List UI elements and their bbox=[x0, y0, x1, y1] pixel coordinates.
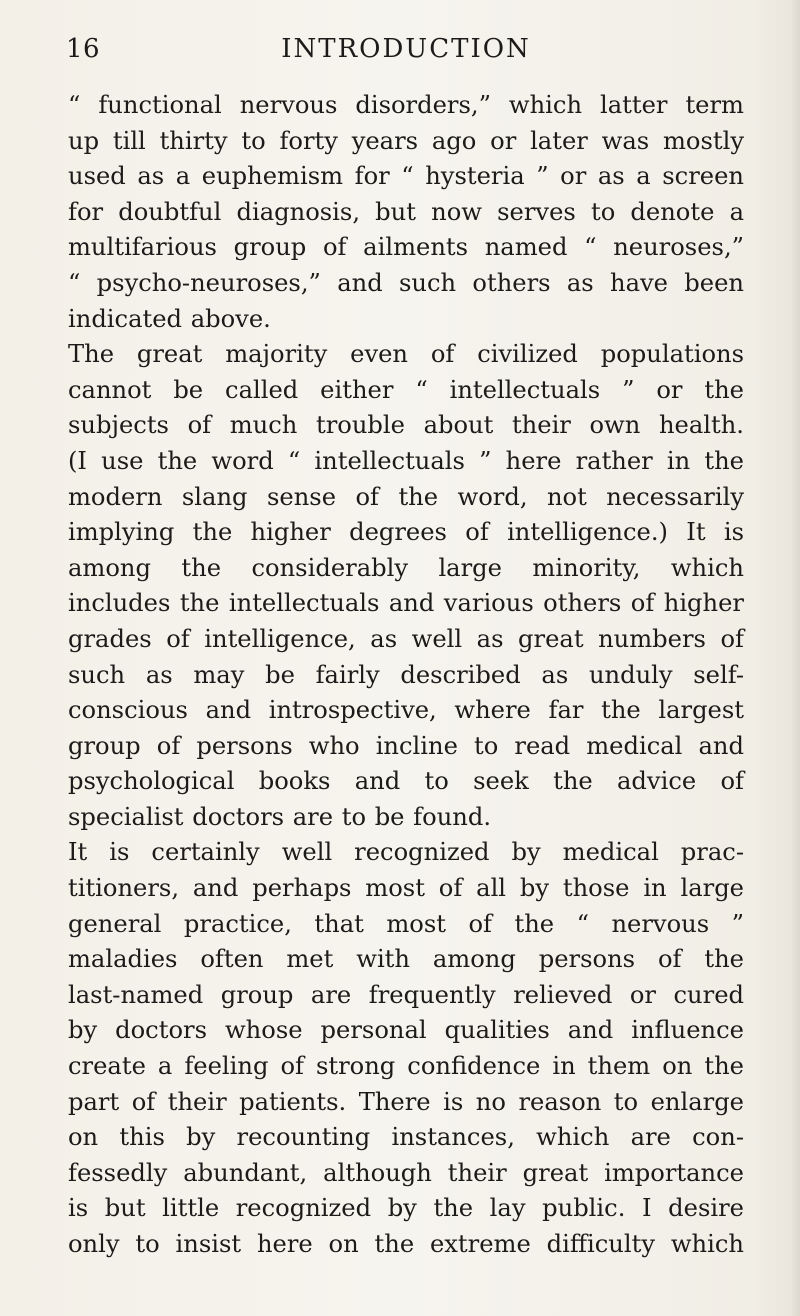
text-line: conscious and introspective, where far the largest bbox=[68, 696, 744, 725]
text-line: titioners, and perhaps most of all by those in large bbox=[68, 874, 744, 903]
body-text bbox=[68, 88, 744, 1263]
text-line: last-named group are frequently relieved or cured bbox=[68, 980, 744, 1009]
text-line: fessedly abundant, although their great importance bbox=[68, 1158, 744, 1187]
text-line: The great majority even of civilized populations bbox=[68, 340, 744, 369]
text-line: only to insist here on the extreme difficulty which bbox=[68, 1230, 744, 1258]
text-line: such as may be fairly described as unduly self- bbox=[68, 660, 744, 689]
page-header bbox=[66, 34, 746, 74]
page-edge-shadow bbox=[790, 0, 800, 1316]
text-line: among the considerably large minority, which bbox=[68, 553, 744, 582]
text-line: up till thirty to forty years ago or later was mostly bbox=[68, 126, 744, 155]
text-line: create a feeling of strong confidence in them on the bbox=[68, 1052, 744, 1081]
text-line: maladies often met with among persons of the bbox=[68, 945, 744, 974]
text-line: grades of intelligence, as well as great numbers of bbox=[68, 624, 744, 653]
text-line: specialist doctors are to be found. bbox=[68, 802, 492, 831]
text-line: modern slang sense of the word, not necessarily bbox=[68, 482, 744, 511]
text-line: “ psycho-neuroses,” and such others as have been bbox=[68, 268, 744, 297]
text-line: indicated above. bbox=[68, 304, 271, 333]
text-line: on this by recounting instances, which are con- bbox=[68, 1123, 744, 1152]
text-line: implying the higher degrees of intelligence.) It is bbox=[68, 518, 744, 547]
text-line: for doubtful diagnosis, but now serves to denote a bbox=[68, 197, 744, 226]
text-line: subjects of much trouble about their own health. bbox=[68, 411, 744, 440]
text-line: “ functional nervous disorders,” which latter term bbox=[68, 91, 744, 119]
text-line: cannot be called either “ intellectuals ” or the bbox=[68, 375, 744, 404]
text-line: part of their patients. There is no reason to enlarge bbox=[68, 1087, 744, 1116]
text-line: general practice, that most of the “ nervous ” bbox=[68, 909, 744, 938]
running-head: INTRODUCTION bbox=[281, 34, 531, 64]
text-line: by doctors whose personal qualities and influence bbox=[68, 1016, 744, 1045]
text-line: It is certainly well recognized by medical prac- bbox=[68, 838, 744, 867]
text-line: used as a euphemism for “ hysteria ” or as a screen bbox=[68, 162, 744, 191]
text-line: (I use the word “ intellectuals ” here rather in the bbox=[68, 446, 744, 475]
text-line: includes the intellectuals and various others of higher bbox=[68, 589, 744, 618]
page-number: 16 bbox=[66, 34, 101, 64]
text-line: group of persons who incline to read medical and bbox=[68, 731, 744, 760]
text-line: is but little recognized by the lay public. I desire bbox=[68, 1194, 744, 1223]
text-line: multifarious group of ailments named “ neuroses,” bbox=[68, 233, 744, 262]
text-line: psychological books and to seek the advice of bbox=[68, 767, 744, 796]
